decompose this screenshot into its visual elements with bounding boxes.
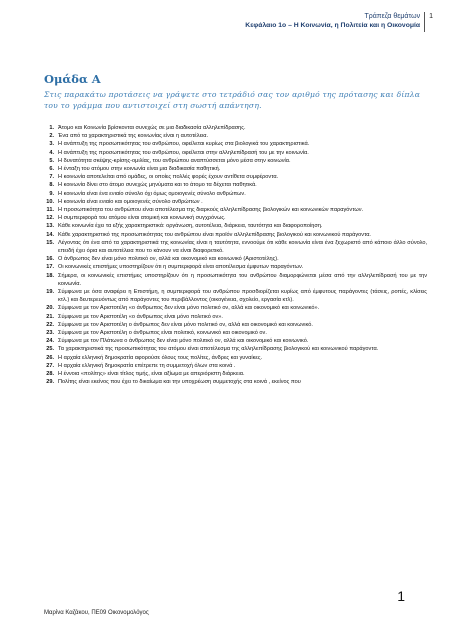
statement-text: Ένα από τα χαρακτηριστικά της κοινωνίας είναι η αυτοτέλεια.: [58, 133, 209, 140]
statement-text: Κάθε χαρακτηριστικό της προσωπικότητας του ανθρώπου είναι προϊόν αλληλεπίδρασης βιολογικού και κοινωνικού παράγοντα.: [58, 231, 371, 238]
statement-item: [42, 345, 427, 353]
statement-item: [42, 157, 427, 165]
statement-text: Σύμφωνα με τον Αριστοτέλη «ο άνθρωπος είναι μόνο πολιτικό ον».: [58, 313, 223, 320]
section-intro: [44, 72, 424, 111]
statement-item: [42, 288, 427, 304]
statement-number: 22.: [46, 321, 54, 328]
statement-text: Η κοινωνία αποτελείται από ομάδες, οι οποίες πολλές φορές έχουν αντίθετα συμφέροντα.: [58, 174, 279, 181]
page-header: [245, 12, 433, 32]
statement-number: 8.: [49, 182, 54, 189]
statement-item: [42, 222, 427, 230]
header-chapter-title: Κεφάλαιο 1ο – Η Κοινωνία, η Πολιτεία και η Οικονομία: [245, 22, 421, 29]
statement-number: 2.: [49, 133, 54, 140]
statement-item: [42, 140, 427, 148]
statement-item: [42, 304, 427, 312]
statement-text: Τα χαρακτηριστικά της προσωπικότητας του ατόμου είναι αποτέλεσμα της αλληλεπίδρασης βιολογικού και κοινωνικού παράγοντα.: [58, 346, 379, 353]
statement-item: [42, 272, 427, 288]
statement-number: 17.: [46, 264, 54, 271]
statement-text: Σύμφωνα με τον Πλάτωνα ο άνθρωπος δεν είναι μόνο πολιτικό ον, αλλά και οικονομικό και κοινωνικό.: [58, 338, 309, 345]
statement-number: 18.: [46, 272, 54, 279]
statement-text: Η κοινωνία είναι ένα ενιαίο σύνολο όχι όμως ομοιογενές σύνολο ανθρώπων.: [58, 190, 246, 197]
statement-item: [42, 173, 427, 181]
statement-number: 23.: [46, 330, 54, 337]
header-text: [245, 12, 420, 30]
statement-text: Σύμφωνα με τον Αριστοτέλη «ο άνθρωπος δεν είναι μόνο πολιτικό ον, αλλά και οικονομικό και κοινωνικό».: [58, 305, 320, 312]
statement-text: Η έννοια «πολίτης» είναι τίτλος τιμής, είναι αξίωμα με απεριόριστη διάρκεια.: [58, 371, 245, 378]
header-page-number: 1: [429, 13, 433, 20]
statement-item: [42, 321, 427, 329]
statement-number: 27.: [46, 362, 54, 369]
statement-text: Η προσωπικότητα του ανθρώπου είναι αποτέλεσμα της διαρκούς αλληλεπίδρασης βιολογικών και κοινωνικών παραγόντων.: [58, 207, 364, 214]
statement-item: [42, 149, 427, 157]
statement-item: [42, 165, 427, 173]
statement-item: [42, 337, 427, 345]
statement-item: [42, 206, 427, 214]
statement-number: 19.: [46, 289, 54, 296]
footer-page-number: 1: [397, 588, 405, 604]
statement-text: Σύμφωνα με τον Αριστοτέλη ο άνθρωπος είναι πολιτικό, κοινωνικό και οικονομικό ον.: [58, 330, 267, 337]
statement-item: [42, 231, 427, 239]
statement-item: [42, 329, 427, 337]
statement-item: [42, 132, 427, 140]
statement-number: 25.: [46, 346, 54, 353]
statement-item: [42, 239, 427, 255]
statement-number: 15.: [46, 239, 54, 246]
statement-number: 9.: [49, 190, 54, 197]
section-instructions: Στις παρακάτω προτάσεις να γράψετε στο τετράδιό σας τον αριθμό της πρότασης και δίπλα του το γράμμα που αντιστοιχεί στη σωστή απάντηση.: [44, 90, 421, 110]
statement-item: [42, 362, 427, 370]
statement-number: 13.: [46, 223, 54, 230]
statement-number: 10.: [46, 198, 54, 205]
statement-text: Λέγοντας ότι ένα από τα χαρακτηριστικά της κοινωνίας είναι η ταυτότητα, εννοούμε ότι κάθε κοινωνία είναι ένα ξεχωριστό από κάποιο άλλο σύνολο, επειδή έχει όρια και αυτοτέλεια που το κάνουν να είναι διαφορετικό.: [58, 239, 427, 255]
statement-item: [42, 370, 427, 378]
statement-number: 16.: [46, 256, 54, 263]
statement-text: Η συμπεριφορά του ατόμου είναι ατομική και κοινωνική συγχρόνως.: [58, 215, 226, 222]
statement-text: Η ανάπτυξη της προσωπικότητας του ανθρώπου, οφείλεται κυρίως στα βιολογικά του χαρακτηριστικά.: [58, 141, 310, 148]
statement-text: Η αρχαία ελληνική δημοκρατία επέτρεπε τη συμμετοχή όλων στα κοινά .: [58, 362, 236, 369]
statement-item: [42, 255, 427, 263]
section-title: Ομάδα Α: [44, 72, 101, 86]
header-bank-title: Τράπεζα θεμάτων: [364, 13, 421, 20]
statement-number: 7.: [49, 174, 54, 181]
statement-item: [42, 313, 427, 321]
statement-number: 11.: [46, 207, 54, 214]
statement-number: 26.: [46, 354, 54, 361]
statement-text: Σύμφωνα με τον Αριστοτέλη ο άνθρωπος δεν είναι μόνο πολιτικό ον, αλλά και οικονομικό και κοινωνικό.: [58, 321, 313, 328]
statement-number: 21.: [46, 313, 54, 320]
statement-number: 29.: [46, 379, 54, 386]
statement-number: 20.: [46, 305, 54, 312]
statement-number: 6.: [49, 166, 54, 173]
footer-author: Μαρίνα Καζάκου, ΠΕ09 Οικονομολόγος: [44, 610, 149, 616]
statement-text: Ο άνθρωπος δεν είναι μόνο πολιτικό ον, αλλά και οικονομικό και κοινωνικό (Αριστοτέλης).: [58, 256, 279, 263]
statement-text: Πολίτης είναι εκείνος που έχει το δικαίωμα και την υποχρέωση συμμετοχής στα κοινά , εκείνος που: [58, 379, 301, 386]
statement-item: [42, 181, 427, 189]
statement-item: [42, 263, 427, 271]
statement-text: Η αρχαία ελληνική δημοκρατία αφορούσε όλους τους πολίτες, άνδρες και γυναίκες.: [58, 354, 263, 361]
statement-number: 24.: [46, 338, 54, 345]
statement-text: Η δυνατότητα σκέψης-κρίσης-ομιλίας, του ανθρώπου αναπτύσσεται μόνο μέσα στην κοινωνία.: [58, 157, 291, 164]
statement-number: 14.: [46, 231, 54, 238]
statement-list: [42, 124, 427, 387]
statement-number: 3.: [49, 141, 54, 148]
statement-item: [42, 124, 427, 132]
header-divider: [424, 12, 425, 32]
statement-item: [42, 378, 427, 386]
statement-text: Η ένταξη του ατόμου στην κοινωνία είναι μια διαδικασία παθητική.: [58, 166, 221, 173]
statement-text: Η ανάπτυξη της προσωπικότητας του ανθρώπου, οφείλεται στην αλληλεπίδρασή του με την κοινωνία.: [58, 149, 309, 156]
statement-number: 1.: [49, 125, 54, 131]
statement-item: [42, 354, 427, 362]
statement-item: [42, 214, 427, 222]
statement-number: 4.: [49, 149, 54, 156]
statement-number: 5.: [49, 157, 54, 164]
statement-item: [42, 198, 427, 206]
statement-number: 12.: [46, 215, 54, 222]
statement-text: Σύμφωνα με όσα αναφέρει η Επιστήμη, η συμπεριφορά του ανθρώπου προσδιορίζεται κυρίως από έμφυτους παράγοντες (τάσεις, ροπές, κλίσεις κτλ.) και δευτερευόντως από παράγοντες του περιβάλλοντος (οικογένεια, σχολείο, εργασία κτλ).: [58, 289, 427, 304]
statement-text: Κάθε κοινωνία έχει τα εξής χαρακτηριστικά: οργάνωση, αυτοτέλεια, διάρκεια, ταυτότητα και διαφοροποίηση.: [58, 223, 323, 230]
statement-text: Σήμερα, οι κοινωνικές επιστήμες υποστηρίζουν ότι η προσωπικότητα του ανθρώπου διαμορφώνεται μέσα από την αλληλεπίδρασή του με την κοινωνία.: [58, 272, 427, 287]
statement-text: Οι κοινωνικές επιστήμες υποστηρίζουν ότι η συμπεριφορά είναι αποτέλεσμα έμφυτων παραγόντων.: [58, 264, 304, 271]
statement-text: Άτομο και Κοινωνία βρίσκονται συνεχώς σε μια διαδικασία αλληλεπίδρασης.: [58, 125, 246, 131]
statement-text: Η κοινωνία είναι ενιαίο και ομοιογενές σύνολο ανθρώπων .: [58, 198, 203, 205]
statement-number: 28.: [46, 371, 54, 378]
statement-text: Η κοινωνία δίνει στο άτομο συνεχώς μηνύματα και το άτομο τα δέχεται παθητικά.: [58, 182, 257, 189]
statement-item: [42, 190, 427, 198]
